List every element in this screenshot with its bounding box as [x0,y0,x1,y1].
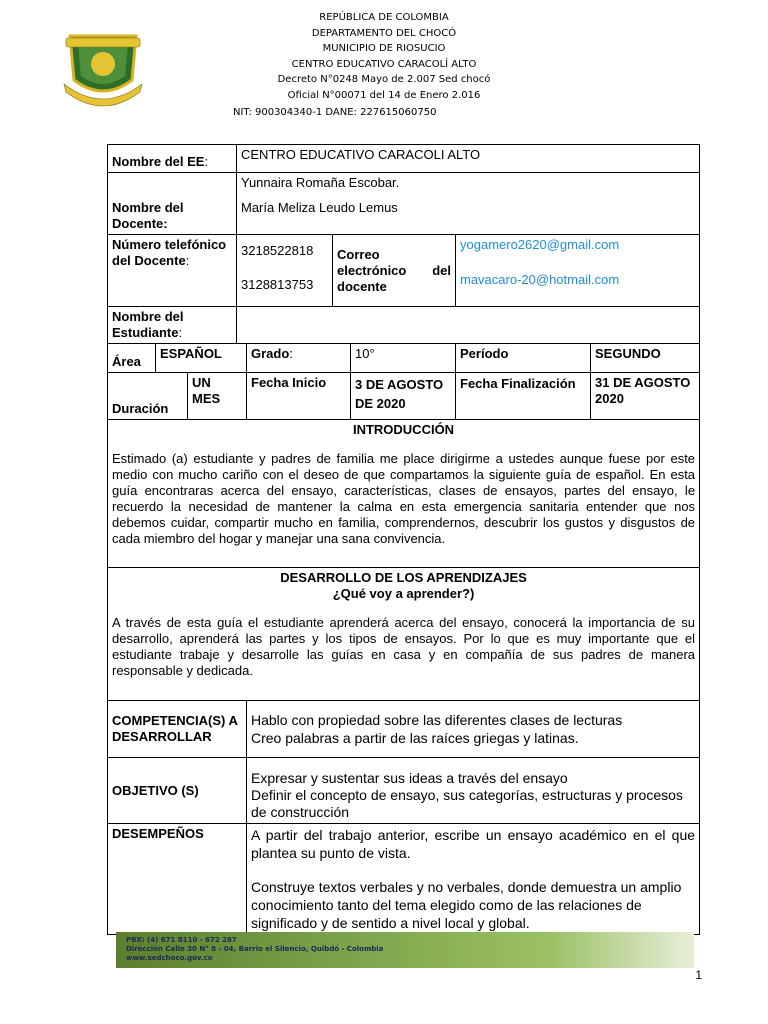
row-desarrollo [108,568,700,701]
fecha-fin-value: 31 DE AGOSTO 2020 [591,373,700,420]
docente-name-2: María Meliza Leudo Lemus [241,200,398,215]
row-ee [108,145,700,173]
row-docente [108,173,700,235]
telefono-label-cell [108,235,237,307]
telefono-colon: : [185,253,190,268]
estudiante-colon: : [178,325,183,340]
estudiante-value[interactable] [237,307,700,344]
footer-website[interactable]: www.sedchoco.gov.co [126,954,213,962]
competencia-label: COMPETENCIA(S) A DESARROLLAR [108,701,247,758]
header-line-6: Oficial N°00071 del 14 de Enero 2.016 [287,89,481,101]
correo-1[interactable]: yogamero2620@gmail.com [460,237,620,252]
telefono-2: 3128813753 [241,277,314,292]
grado-label: Grado [251,346,290,361]
page-number: 1 [695,968,702,982]
nit-dane-line: NIT: 900304340-1 DANE: 227615060750 [233,107,437,118]
row-estudiante [108,307,700,344]
introduccion-body: Estimado (a) estudiante y padres de familia me place dirigirme a ustedes aunque fuese por este medio con mucho cariño con el deseo de que compartamos la siguiente guía de español. En esta guía encontraras acerca del ensayo, características, clases de ensayos, partes del ensayo, le recuerdo la necesidad de mantener la calma en esta emergencia sanitaria entender que nos debemos cuidar, compartir mucho en familia, comprendernos, descubrir los gustos y disgustos de cada miembro del hogar y manejar una sana convivencia. [112,451,696,546]
header-line-5: Decreto N°0248 Mayo de 2.007 Sed chocó [277,74,491,85]
row-contacto [108,235,700,307]
periodo-label: Período [456,344,591,373]
estudiante-label-cell [108,307,237,344]
ee-colon: : [204,154,209,169]
row-area [108,344,700,373]
grado-colon: : [289,346,293,361]
correo-values [456,235,700,307]
correo-label: Correo electrónico del docente [333,235,456,307]
desempenos-label: DESEMPEÑOS [108,824,247,935]
grado-value: 10° [351,344,456,373]
desempenos-paragraph-2: Construye textos verbales y no verbales, donde demuestra un amplio conocimiento tanto del tema elegido como de las relaciones de significado y de sentido a nivel local y global. [251,879,682,931]
fecha-inicio-label: Fecha Inicio [247,373,351,420]
correo-2[interactable]: mavacaro-20@hotmail.com [460,272,620,287]
row-competencia [108,701,700,758]
fecha-fin-label: Fecha Finalización [456,373,591,420]
row-objetivo [108,758,700,824]
row-duracion [108,373,700,420]
competencia-value [247,701,700,758]
ee-value: CENTRO EDUCATIVO CARACOLI ALTO [237,145,700,173]
objetivo-line-2: Definir el concepto de ensayo, sus categorías, estructuras y procesos de construcción [251,787,683,820]
row-introduccion [108,420,700,568]
ee-label: Nombre del EE [112,154,205,169]
area-label: Área [108,344,156,373]
periodo-value: SEGUNDO [591,344,700,373]
footer-pbx: PBX: (4) 671 8110 - 672 287 [126,936,237,944]
footer-text [126,936,383,963]
footer-address: Dirección Calle 30 N° 8 - 04, Barrio el Silencio, Quibdó - Colombia [126,945,384,953]
docente-label: Nombre del Docente: [108,173,237,235]
telefono-1: 3218522818 [241,243,314,258]
objetivo-line-1: Expresar y sustentar sus ideas a través del ensayo [251,770,568,786]
area-value: ESPAÑOL [156,344,247,373]
desarrollo-subtitle: ¿Qué voy a aprender?) [332,586,475,601]
school-seal-logo [60,28,146,108]
competencia-line-1: Hablo con propiedad sobre las diferentes clases de lecturas [251,712,623,728]
duracion-value: UN MES [188,373,247,420]
fecha-inicio-value: 3 DE AGOSTO DE 2020 [351,373,456,420]
desempenos-value [247,824,700,935]
desarrollo-title: DESARROLLO DE LOS APRENDIZAJES [280,570,527,585]
desempenos-paragraph-1: A partir del trabajo anterior, escribe un ensayo académico en el que plantea su punto de vista. [251,827,696,861]
duracion-label: Duración [108,373,188,420]
header-line-1: REPÚBLICA DE COLOMBIA [319,12,449,23]
header-line-2: DEPARTAMENTO DEL CHOCÓ [311,27,457,39]
docente-name-1: Yunnaira Romaña Escobar. [241,175,400,190]
docente-value-cell [237,173,700,235]
header-line-4: CENTRO EDUCATIVO CARACOLÍ ALTO [291,58,477,70]
ee-label-cell [108,145,237,173]
row-desempenos [108,824,700,935]
competencia-line-2: Creo palabras a partir de las raíces griegas y latinas. [251,730,579,746]
objetivo-value [247,758,700,824]
grado-label-cell [247,344,351,373]
desarrollo-cell [108,568,700,701]
telefono-values [237,235,333,307]
objetivo-label: OBJETIVO (S) [108,758,247,824]
header-line-3: MUNICIPIO DE RIOSUCIO [322,43,446,54]
introduccion-title: INTRODUCCIÓN [352,422,455,437]
introduccion-cell [108,420,700,568]
desarrollo-body: A través de esta guía el estudiante aprenderá acerca del ensayo, conocerá la importancia de su desarrollo, aprenderá las partes y los tipos de ensayos. Por lo que es muy importante que el estudiante trabaje y desarrolle las guías en casa y en compañía de sus padres de manera responsable y dedicada. [112,615,696,678]
guide-form-table [107,144,700,935]
footer-banner [116,932,694,968]
estudiante-label: Nombre del Estudiante [112,309,184,340]
telefono-label: Número telefónico del Docente [112,237,227,268]
